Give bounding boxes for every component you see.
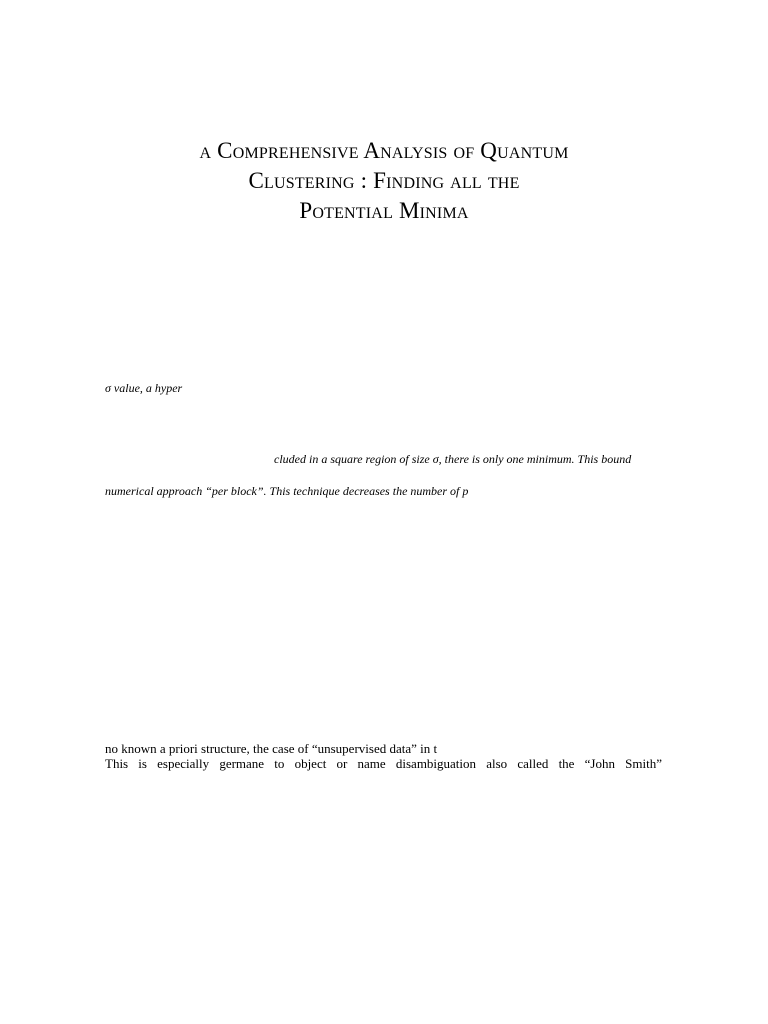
abstract-fragment-per-block: numerical approach “per block”. This technique decreases the number of p bbox=[105, 484, 469, 498]
title-line-3: Potential Minima bbox=[299, 198, 469, 223]
title-line-2: Clustering : Finding all the bbox=[248, 168, 520, 193]
body-fragment-no-known: no known a priori structure, the case of “unsupervised data” in t bbox=[105, 741, 438, 756]
abstract-fragment-sigma: σ value, a hyper bbox=[105, 381, 183, 395]
title-line-1: a Comprehensive Analysis of Quantum bbox=[199, 138, 569, 163]
abstract-fragment-square-region: cluded in a square region of size σ, there is only one minimum. This bound bbox=[274, 452, 632, 466]
paper-title bbox=[100, 136, 668, 226]
body-fragment-germane: This is especially germane to object or name disambiguation also called the “John Smith” bbox=[105, 756, 662, 771]
